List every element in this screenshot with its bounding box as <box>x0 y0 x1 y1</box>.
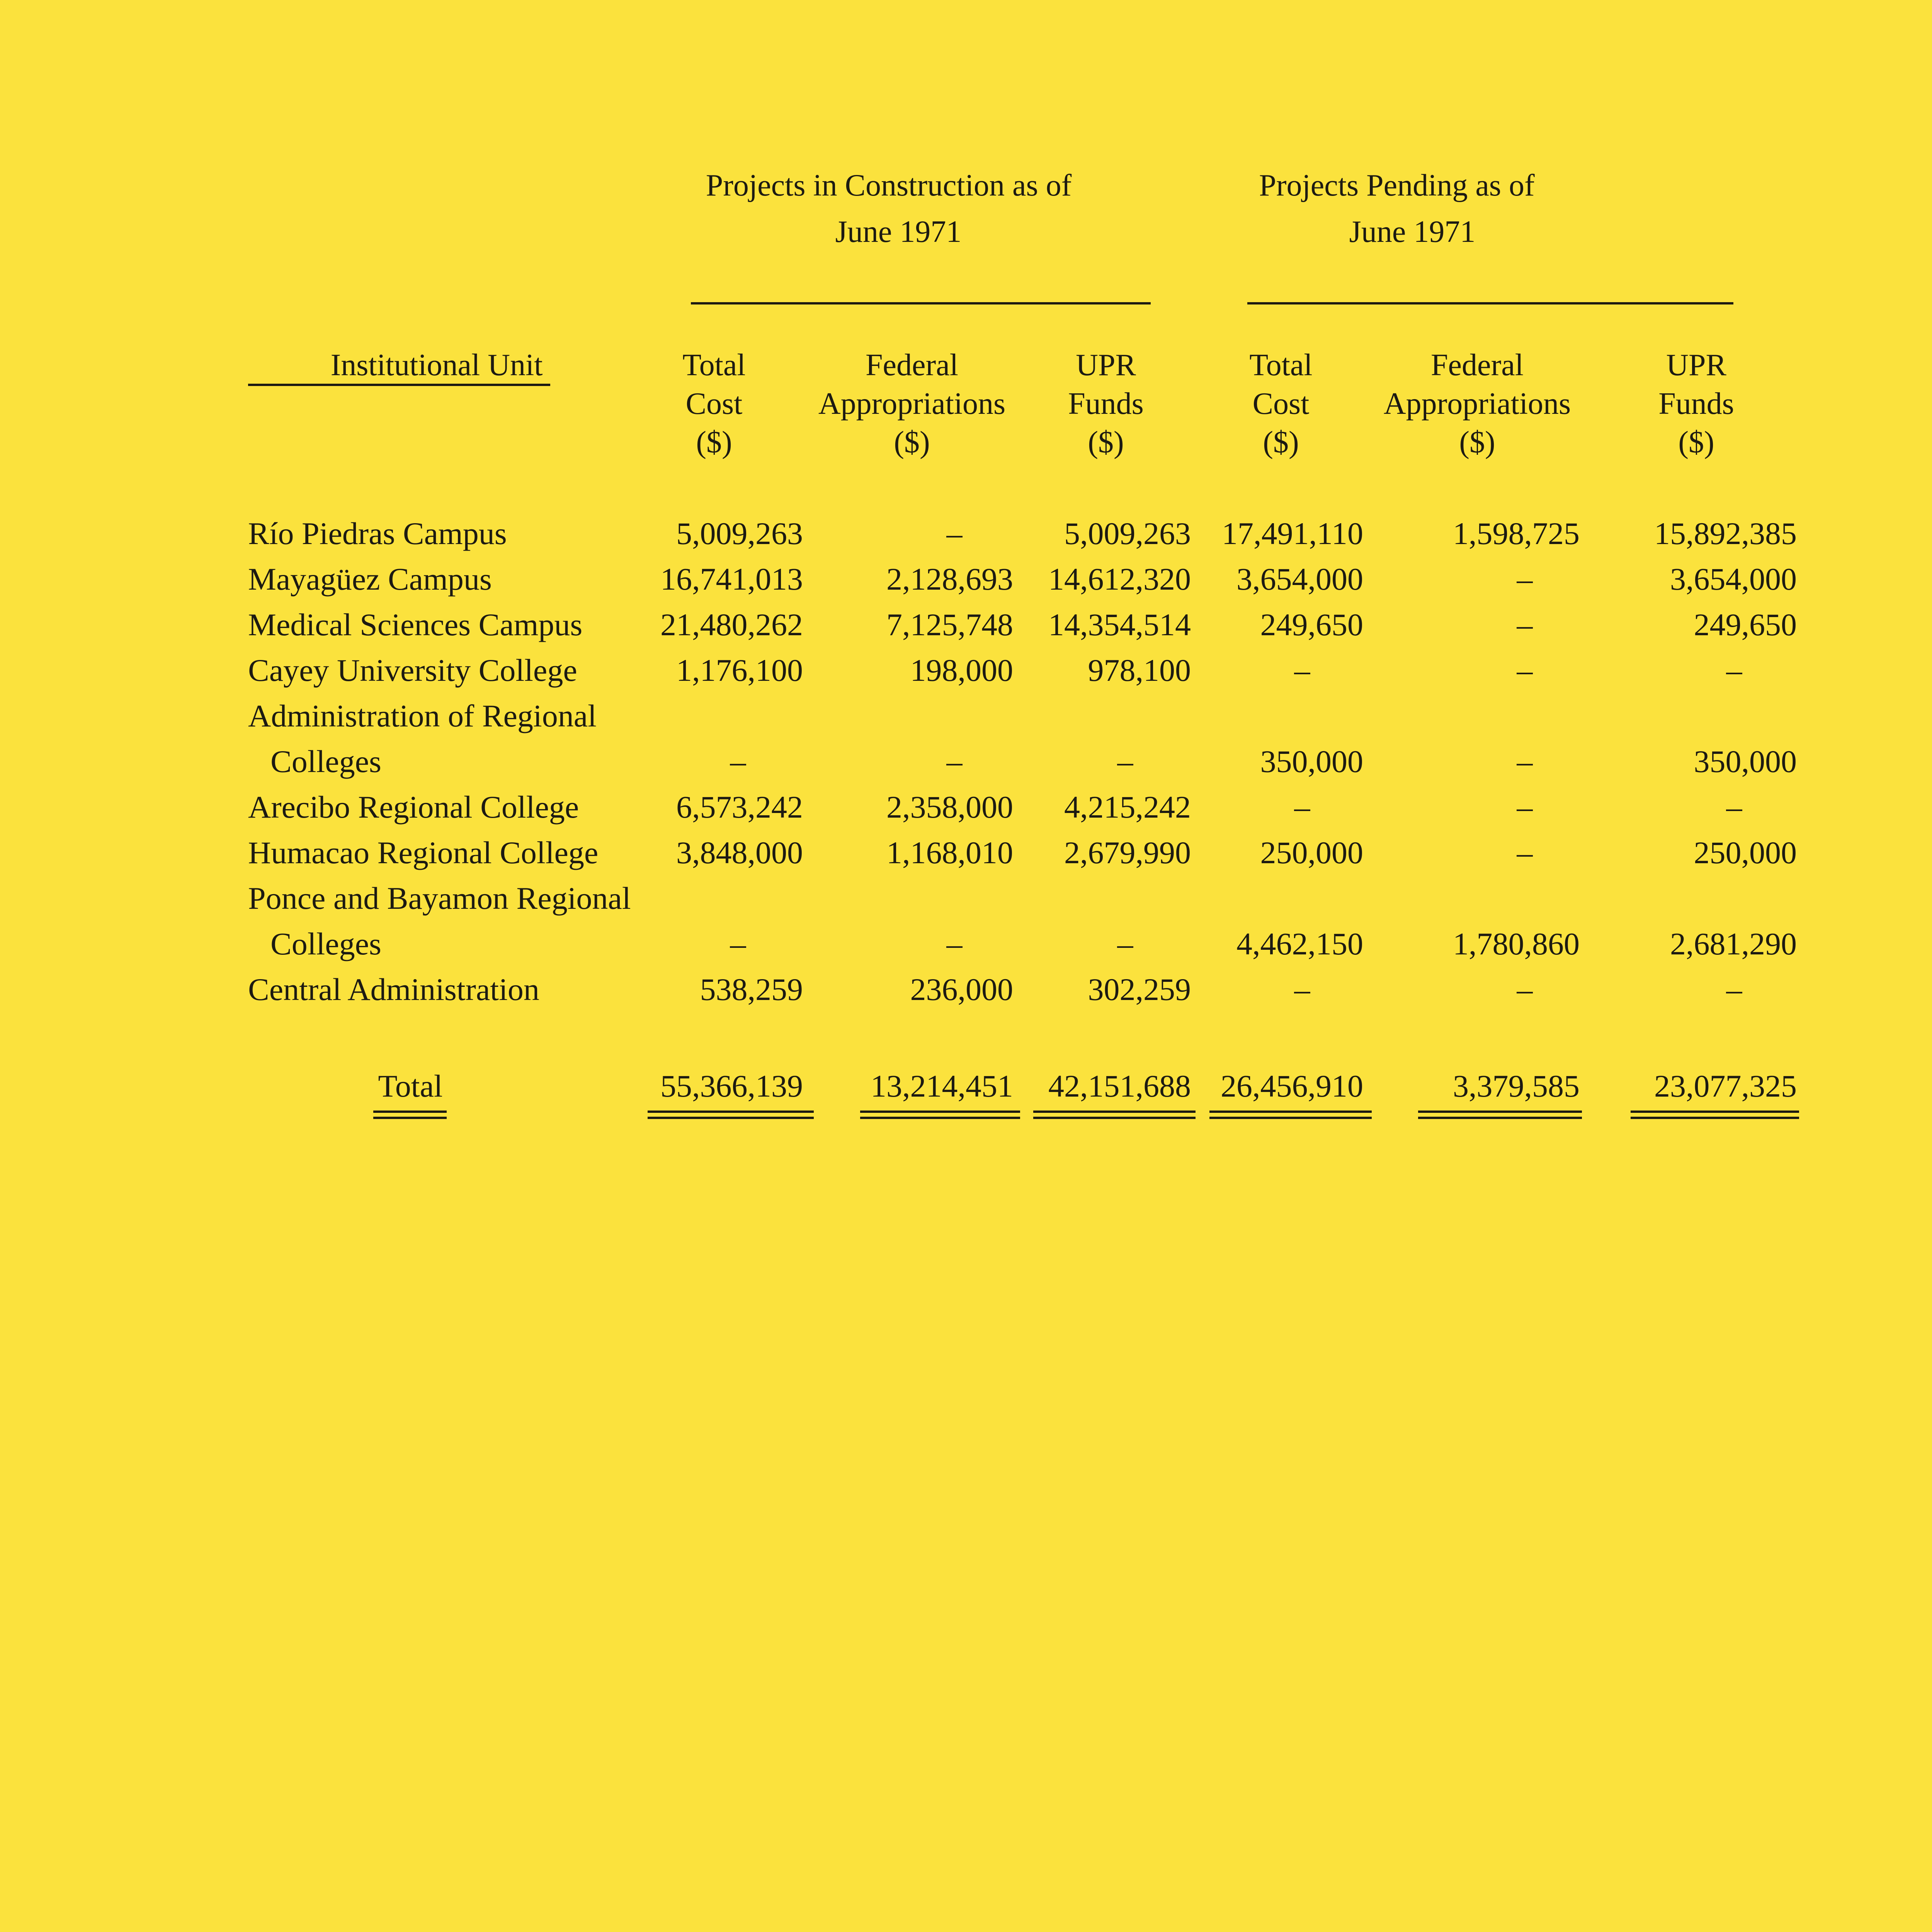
row-value-c3: – <box>1117 926 1133 961</box>
row-value-c6: 250,000 <box>1694 835 1797 870</box>
column-header-c6-line3: ($) <box>1678 425 1714 459</box>
row-value-c5: 1,598,725 <box>1453 516 1580 551</box>
row-value-c3: 5,009,263 <box>1064 516 1191 551</box>
row-value-c5: – <box>1517 789 1533 825</box>
row-value-c3: 14,612,320 <box>1048 561 1191 597</box>
row-value-c5: – <box>1517 835 1533 870</box>
row-unit-label: Arecibo Regional College <box>248 789 579 825</box>
column-header-c3-line3: ($) <box>1088 425 1124 459</box>
group-rule-pending <box>1247 302 1733 304</box>
group-header-pending-line2: June 1971 <box>1349 215 1476 249</box>
row-value-c4: 249,650 <box>1260 607 1363 642</box>
row-value-c6: 3,654,000 <box>1670 561 1797 597</box>
row-value-c2: 7,125,748 <box>886 607 1013 642</box>
column-header-c1-line3: ($) <box>696 425 732 459</box>
row-value-c2: – <box>946 516 963 551</box>
row-unit-label: Colleges <box>270 744 381 779</box>
column-header-c4-line1: Total <box>1249 348 1313 382</box>
column-header-c1-line1: Total <box>682 348 746 382</box>
total-value-c2: 13,214,451 <box>871 1068 1013 1104</box>
row-value-c1: 538,259 <box>700 972 803 1007</box>
row-value-c3: 4,215,242 <box>1064 789 1191 825</box>
column-header-c2-line1: Federal <box>866 348 958 382</box>
column-header-c4-line3: ($) <box>1263 425 1299 459</box>
total-double-rule-c5 <box>1418 1111 1582 1119</box>
total-double-rule-c2 <box>860 1111 1020 1119</box>
row-value-c5: – <box>1517 744 1533 779</box>
row-value-c2: – <box>946 926 963 961</box>
column-header-c6-line2: Funds <box>1658 387 1734 421</box>
row-value-c2: 2,358,000 <box>886 789 1013 825</box>
row-unit-label: Medical Sciences Campus <box>248 607 583 642</box>
row-value-c4: 250,000 <box>1260 835 1363 870</box>
column-header-c4-line2: Cost <box>1252 387 1310 421</box>
row-value-c4: 17,491,110 <box>1222 516 1363 551</box>
row-value-c5: – <box>1517 561 1533 597</box>
row-unit-label: Humacao Regional College <box>248 835 599 870</box>
row-value-c6: – <box>1726 789 1742 825</box>
row-unit-label: Colleges <box>270 926 381 961</box>
total-double-rule-c1 <box>648 1111 814 1119</box>
group-header-pending-line1: Projects Pending as of <box>1259 168 1535 202</box>
row-unit-label: Administration of Regional <box>248 698 597 733</box>
column-header-c2-line2: Appropriations <box>818 387 1006 421</box>
column-header-unit: Institutional Unit <box>330 348 543 382</box>
column-header-c3-line2: Funds <box>1068 387 1144 421</box>
row-value-c6: – <box>1726 972 1742 1007</box>
row-value-c5: – <box>1517 653 1533 688</box>
row-value-c2: – <box>946 744 963 779</box>
row-value-c5: – <box>1517 972 1533 1007</box>
total-double-rule-c3 <box>1033 1111 1196 1119</box>
total-value-c5: 3,379,585 <box>1453 1068 1580 1104</box>
total-value-c6: 23,077,325 <box>1654 1068 1797 1104</box>
row-value-c5: 1,780,860 <box>1453 926 1580 961</box>
row-value-c6: 2,681,290 <box>1670 926 1797 961</box>
row-unit-label: Cayey University College <box>248 653 577 688</box>
row-value-c6: 350,000 <box>1694 744 1797 779</box>
row-unit-label: Central Administration <box>248 972 539 1007</box>
column-header-c3-line1: UPR <box>1076 348 1136 382</box>
row-value-c5: – <box>1517 607 1533 642</box>
total-double-rule-c6 <box>1631 1111 1799 1119</box>
row-unit-label: Ponce and Bayamon Regional <box>248 881 631 916</box>
row-value-c4: – <box>1294 653 1310 688</box>
total-value-c4: 26,456,910 <box>1221 1068 1363 1104</box>
row-value-c2: 198,000 <box>910 653 1013 688</box>
row-value-c1: 21,480,262 <box>660 607 803 642</box>
column-header-c5-line2: Appropriations <box>1383 387 1571 421</box>
row-value-c2: 236,000 <box>910 972 1013 1007</box>
row-value-c1: 6,573,242 <box>676 789 803 825</box>
row-value-c3: 2,679,990 <box>1064 835 1191 870</box>
total-double-rule-c4 <box>1209 1111 1372 1119</box>
row-unit-label: Río Piedras Campus <box>248 516 507 551</box>
row-value-c4: 4,462,150 <box>1236 926 1363 961</box>
row-value-c4: – <box>1294 789 1310 825</box>
row-unit-label: Mayagüez Campus <box>248 561 492 597</box>
row-value-c6: – <box>1726 653 1742 688</box>
row-value-c4: 350,000 <box>1260 744 1363 779</box>
row-value-c1: – <box>730 744 746 779</box>
row-value-c2: 2,128,693 <box>886 561 1013 597</box>
column-header-unit-underline <box>248 384 550 386</box>
row-value-c3: 14,354,514 <box>1048 607 1191 642</box>
row-value-c1: 1,176,100 <box>676 653 803 688</box>
total-value-c3: 42,151,688 <box>1048 1068 1191 1104</box>
group-header-construction-line2: June 1971 <box>835 215 962 249</box>
row-value-c4: 3,654,000 <box>1236 561 1363 597</box>
total-label: Total <box>378 1068 443 1104</box>
column-header-c2-line3: ($) <box>894 425 930 459</box>
row-value-c3: – <box>1117 744 1133 779</box>
column-header-c1-line2: Cost <box>685 387 743 421</box>
group-header-construction-line1: Projects in Construction as of <box>706 168 1072 202</box>
row-value-c6: 15,892,385 <box>1654 516 1797 551</box>
column-header-c6-line1: UPR <box>1666 348 1726 382</box>
row-value-c6: 249,650 <box>1694 607 1797 642</box>
column-header-c5-line3: ($) <box>1459 425 1495 459</box>
row-value-c1: – <box>730 926 746 961</box>
row-value-c1: 5,009,263 <box>676 516 803 551</box>
row-value-c1: 3,848,000 <box>676 835 803 870</box>
total-value-c1: 55,366,139 <box>660 1068 803 1104</box>
total-label-double-rule <box>373 1111 447 1119</box>
group-rule-construction <box>691 302 1151 304</box>
column-header-c5-line1: Federal <box>1431 348 1524 382</box>
row-value-c3: 978,100 <box>1088 653 1191 688</box>
row-value-c1: 16,741,013 <box>660 561 803 597</box>
row-value-c4: – <box>1294 972 1310 1007</box>
row-value-c3: 302,259 <box>1088 972 1191 1007</box>
row-value-c2: 1,168,010 <box>886 835 1013 870</box>
